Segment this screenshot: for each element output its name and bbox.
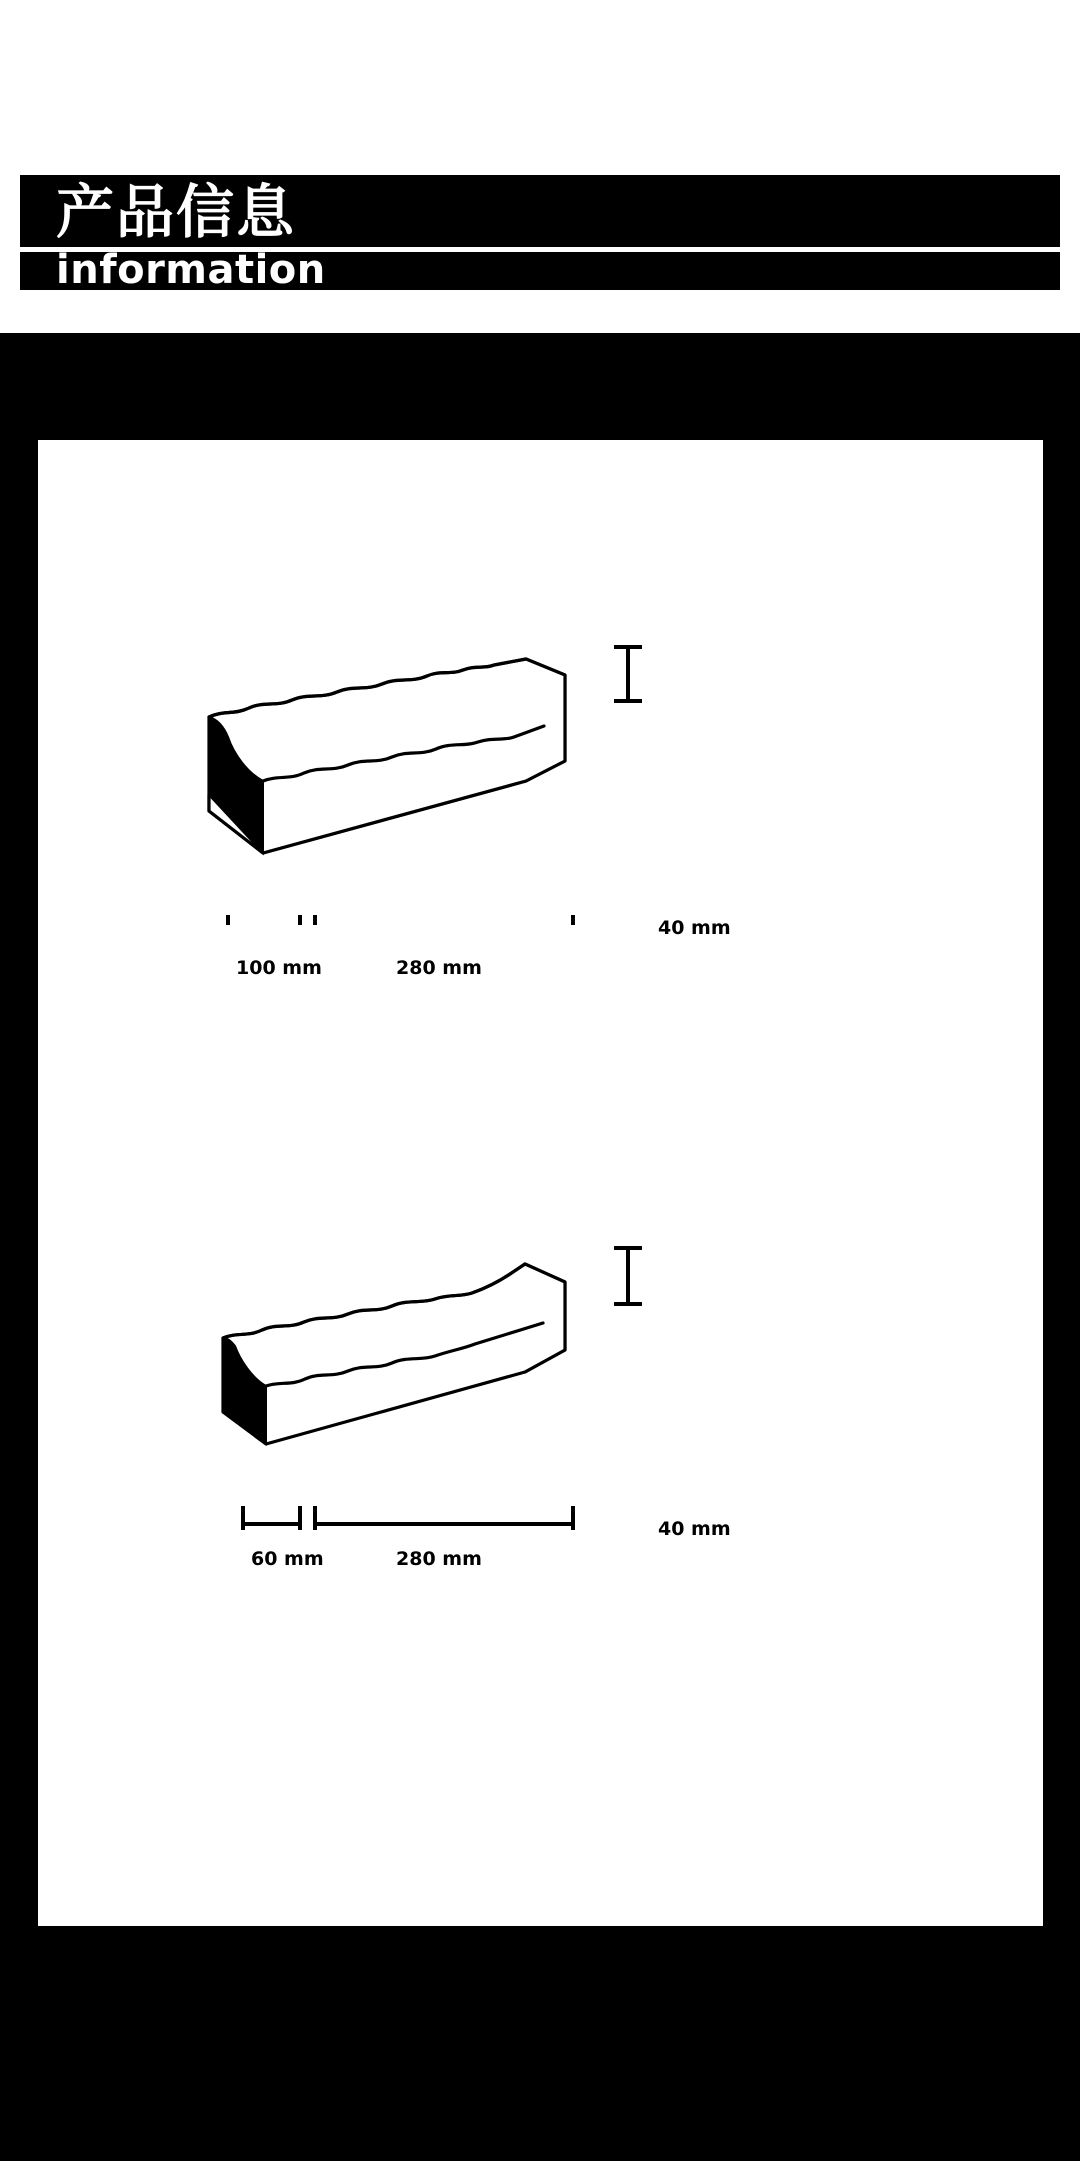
page-subtitle: information xyxy=(56,247,326,293)
trough-drawing-1 xyxy=(38,595,1043,925)
dimension-height-2: 40 mm xyxy=(658,1518,731,1540)
dimension-depth-1: 100 mm xyxy=(236,957,322,979)
page-title: 产品信息 xyxy=(56,178,297,246)
dimension-length-1: 280 mm xyxy=(396,957,482,979)
product-diagram-1 xyxy=(38,595,1043,979)
product-diagram-2 xyxy=(38,1200,1043,1570)
dimension-height-1: 40 mm xyxy=(658,917,731,939)
trough-drawing-2 xyxy=(38,1200,1043,1530)
diagram-card xyxy=(38,440,1043,1926)
section-header-banner xyxy=(20,175,1060,293)
product-spec-panel xyxy=(0,333,1080,2161)
dimension-length-2: 280 mm xyxy=(396,1548,482,1570)
dimension-depth-2: 60 mm xyxy=(251,1548,324,1570)
